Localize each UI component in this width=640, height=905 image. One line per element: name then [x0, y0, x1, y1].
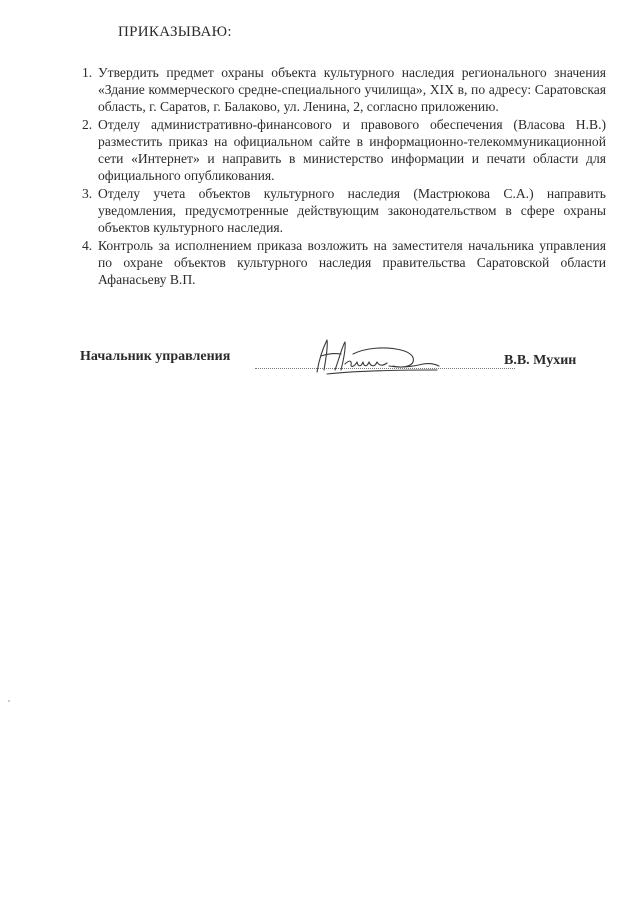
order-items-list [82, 64, 606, 289]
handwritten-signature [305, 334, 445, 378]
signature-block [80, 340, 620, 390]
item-number: 1. [82, 65, 93, 80]
item-text: Отделу учета объектов культурного наследия (Мастрюкова С.А.) направить уведомления, предусмотренные действующим законодательством в сфере охраны объектов культурного наследия. [98, 186, 606, 235]
signatory-name: В.В. Мухин [504, 353, 577, 368]
item-text: Отделу административно-финансового и правового обеспечения (Власова Н.В.) разместить приказ на официальном сайте в информационно-телекоммуникационной сети «Интернет» и направить в министерство информации и печати области для официального опубликования. [98, 117, 606, 183]
item-text: Утвердить предмет охраны объекта культурного наследия регионального значения «Здание коммерческого средне-специального училища», XIX в, по адресу: Саратовская область, г. Саратов, г. Балаково, ул. Ленина, 2, согласно приложению. [98, 65, 606, 114]
order-heading: ПРИКАЗЫВАЮ: [118, 24, 232, 40]
order-item [82, 185, 606, 236]
order-item [82, 64, 606, 115]
item-number: 4. [82, 238, 93, 253]
scan-speck [8, 700, 10, 702]
signatory-title: Начальник управления [80, 349, 231, 364]
order-item [82, 116, 606, 184]
item-text: Контроль за исполнением приказа возложить на заместителя начальника управления по охране объектов культурного наследия правительства Саратовской области Афанасьеву В.П. [98, 238, 606, 287]
item-number: 3. [82, 186, 93, 201]
order-item [82, 237, 606, 288]
item-number: 2. [82, 117, 93, 132]
